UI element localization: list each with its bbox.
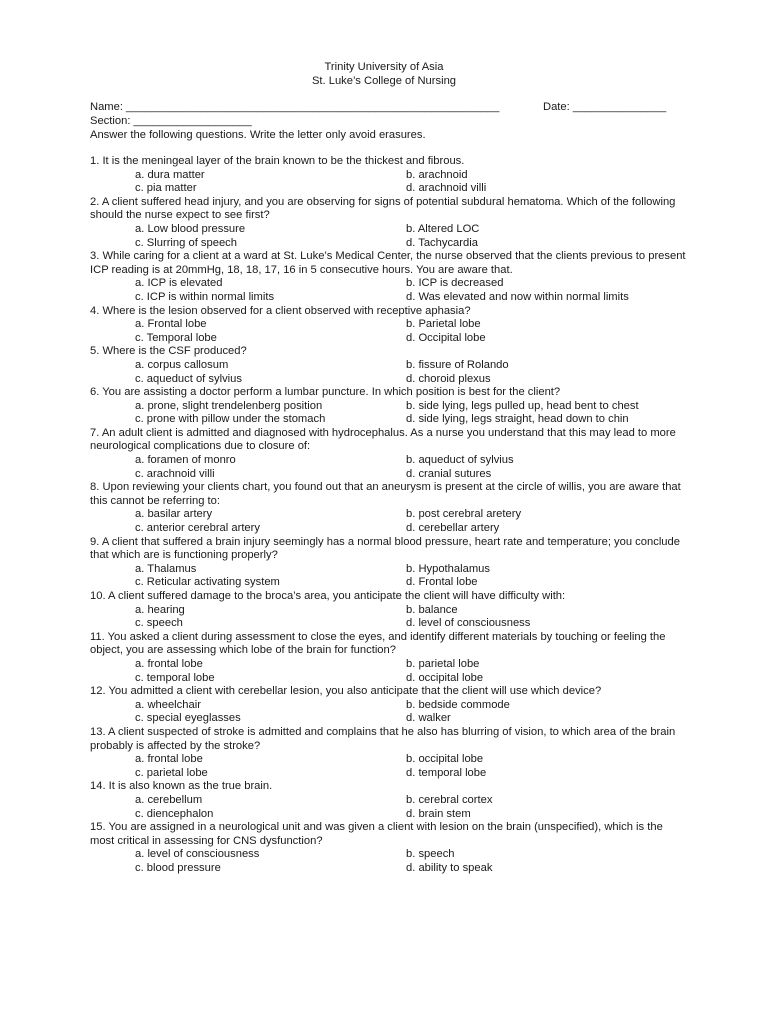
answer-option: a. Low blood pressure — [135, 222, 246, 235]
question-stem: 2. A client suffered head injury, and you are observing for signs of potential subdural hematoma. Which of the following should the nurse expect to see first? — [90, 195, 676, 222]
answer-option: d. level of consciousness — [406, 617, 531, 630]
answer-option: a. basilar artery — [135, 508, 213, 521]
answer-option: d. occipital lobe — [406, 671, 484, 684]
answer-option: b. ICP is decreased — [406, 277, 504, 290]
answer-option: b. speech — [406, 848, 455, 861]
answer-options — [135, 223, 690, 250]
question-stem: 5. Where is the CSF produced? — [90, 345, 247, 358]
answer-option: c. special eyeglasses — [135, 712, 241, 725]
answer-option: b. Parietal lobe — [406, 318, 481, 331]
answer-option: a. prone, slight trendelenberg position — [135, 399, 323, 412]
answer-option: c. ICP is within normal limits — [135, 290, 275, 303]
answer-options — [135, 454, 690, 481]
answer-option: c. diencephalon — [135, 807, 214, 820]
answer-option: b. bedside commode — [406, 698, 510, 711]
question-item — [90, 250, 690, 304]
answer-option: a. frontal lobe — [135, 657, 203, 670]
answer-options — [135, 658, 690, 685]
answer-options — [135, 508, 690, 535]
answer-option: c. pia matter — [135, 182, 197, 195]
question-item — [90, 196, 690, 250]
answer-option: c. Reticular activating system — [135, 576, 280, 589]
answer-option: d. side lying, legs straight, head down to chin — [406, 413, 629, 426]
answer-option: d. choroid plexus — [406, 372, 491, 385]
answer-option: a. wheelchair — [135, 698, 201, 711]
question-item — [90, 590, 690, 631]
answer-options — [135, 169, 690, 196]
answer-option: a. dura matter — [135, 168, 205, 181]
answer-options — [135, 400, 690, 427]
answer-options — [135, 604, 690, 631]
answer-option: c. prone with pillow under the stomach — [135, 413, 326, 426]
question-stem: 4. Where is the lesion observed for a client observed with receptive aphasia? — [90, 304, 471, 317]
answer-option: a. frontal lobe — [135, 753, 203, 766]
answer-option: b. side lying, legs pulled up, head bent to chest — [406, 399, 639, 412]
answer-option: c. blood pressure — [135, 861, 221, 874]
answer-option: c. parietal lobe — [135, 766, 208, 779]
answer-option: b. Hypothalamus — [406, 562, 490, 575]
question-item — [90, 780, 690, 821]
name-field: Name: ____________________________________________________________ — [90, 101, 500, 113]
section-field: Section: ___________________ — [90, 115, 252, 127]
answer-option: a. foramen of monro — [135, 454, 236, 467]
answer-option: b. post cerebral aretery — [406, 508, 522, 521]
answer-option: c. Slurring of speech — [135, 236, 237, 249]
question-item — [90, 427, 690, 481]
question-item — [90, 821, 690, 875]
instructions: Answer the following questions. Write the letter only avoid erasures. — [90, 129, 426, 141]
answer-option: b. fissure of Rolando — [406, 358, 509, 371]
answer-option: d. walker — [406, 712, 451, 725]
answer-option: d. Frontal lobe — [406, 576, 478, 589]
question-list — [90, 155, 690, 875]
answer-option: a. hearing — [135, 603, 185, 616]
answer-option: b. cerebral cortex — [406, 793, 493, 806]
answer-option: a. level of consciousness — [135, 848, 260, 861]
answer-option: a. Thalamus — [135, 562, 197, 575]
answer-option: c. speech — [135, 617, 183, 630]
question-item — [90, 345, 690, 386]
answer-option: a. ICP is elevated — [135, 277, 223, 290]
answer-options — [135, 753, 690, 780]
answer-option: c. anterior cerebral artery — [135, 522, 260, 535]
answer-option: a. corpus callosum — [135, 358, 229, 371]
question-item — [90, 726, 690, 780]
answer-option: d. temporal lobe — [406, 766, 487, 779]
answer-option: c. aqueduct of sylvius — [135, 372, 242, 385]
question-item — [90, 155, 690, 196]
date-field: Date: _______________ — [543, 101, 667, 113]
answer-option: b. occipital lobe — [406, 753, 484, 766]
answer-option: a. cerebellum — [135, 793, 203, 806]
question-stem: 14. It is also known as the true brain. — [90, 780, 273, 793]
question-stem: 10. A client suffered damage to the broca’s area, you anticipate the client will have difficulty with: — [90, 590, 566, 602]
answer-option: d. ability to speak — [406, 861, 493, 874]
question-item — [90, 481, 690, 535]
answer-option: d. arachnoid villi — [406, 182, 487, 195]
answer-option: b. Altered LOC — [406, 222, 480, 235]
answer-option: b. arachnoid — [406, 168, 468, 181]
question-item — [90, 305, 690, 346]
answer-option: b. aqueduct of sylvius — [406, 454, 514, 467]
question-stem: 7. An adult client is admitted and diagnosed with hydrocephalus. As a nurse you understand that this may lead to more neurological complications due to closure of: — [90, 426, 676, 453]
answer-option: d. brain stem — [406, 807, 471, 820]
question-stem: 3. While caring for a client at a ward at St. Luke’s Medical Center, the nurse observed that the clients previous to present ICP reading is at 20mmHg, 18, 18, 17, 16 in 5 consecutive hours. You are aware that. — [90, 250, 686, 276]
question-item — [90, 536, 690, 590]
answer-options — [135, 699, 690, 726]
answer-option: d. Was elevated and now within normal limits — [406, 290, 629, 303]
answer-options — [135, 359, 690, 386]
question-item — [90, 386, 690, 427]
answer-option: d. Occipital lobe — [406, 331, 486, 344]
question-stem: 9. A client that suffered a brain injury seemingly has a normal blood pressure, heart rate and temperature; you conclude that which are is functioning properly? — [90, 535, 680, 562]
question-item — [90, 631, 690, 685]
answer-option: d. cerebellar artery — [406, 522, 500, 535]
question-stem: 6. You are assisting a doctor perform a lumbar puncture. In which position is best for the client? — [90, 386, 561, 399]
answer-option: c. Temporal lobe — [135, 331, 217, 344]
question-stem: 1. It is the meningeal layer of the brain known to be the thickest and fibrous. — [90, 155, 465, 167]
answer-option: c. arachnoid villi — [135, 467, 215, 480]
question-stem: 15. You are assigned in a neurological unit and was given a client with lesion on the brain (unspecified), which is the most critical in assessing for CNS dysfunction? — [90, 821, 663, 847]
question-item — [90, 685, 690, 726]
question-stem: 13. A client suspected of stroke is admitted and complains that he also has blurring of vision, to which area of the brain probably is affected by the stroke? — [90, 725, 676, 752]
answer-options — [135, 277, 690, 304]
question-stem: 12. You admitted a client with cerebellar lesion, you also anticipate that the client will use which device? — [90, 685, 602, 698]
question-stem: 11. You asked a client during assessment to close the eyes, and identify different materials by touching or feeling the object, you are assessing which lobe of the brain for function? — [90, 630, 666, 657]
answer-option: b. parietal lobe — [406, 657, 480, 670]
answer-option: a. Frontal lobe — [135, 318, 207, 331]
answer-options — [135, 563, 690, 590]
answer-options — [135, 794, 690, 821]
answer-option: d. Tachycardia — [406, 236, 478, 249]
college-name: St. Luke’s College of Nursing — [311, 75, 457, 87]
question-stem: 8. Upon reviewing your clients chart, you found out that an aneurysm is present at the circle of willis, you are aware that this cannot be referring to: — [90, 481, 681, 507]
answer-options — [135, 318, 690, 345]
answer-options — [135, 848, 690, 875]
answer-option: d. cranial sutures — [406, 467, 492, 480]
answer-option: c. temporal lobe — [135, 671, 215, 684]
answer-option: b. balance — [406, 603, 458, 616]
university-name: Trinity University of Asia — [324, 61, 444, 73]
